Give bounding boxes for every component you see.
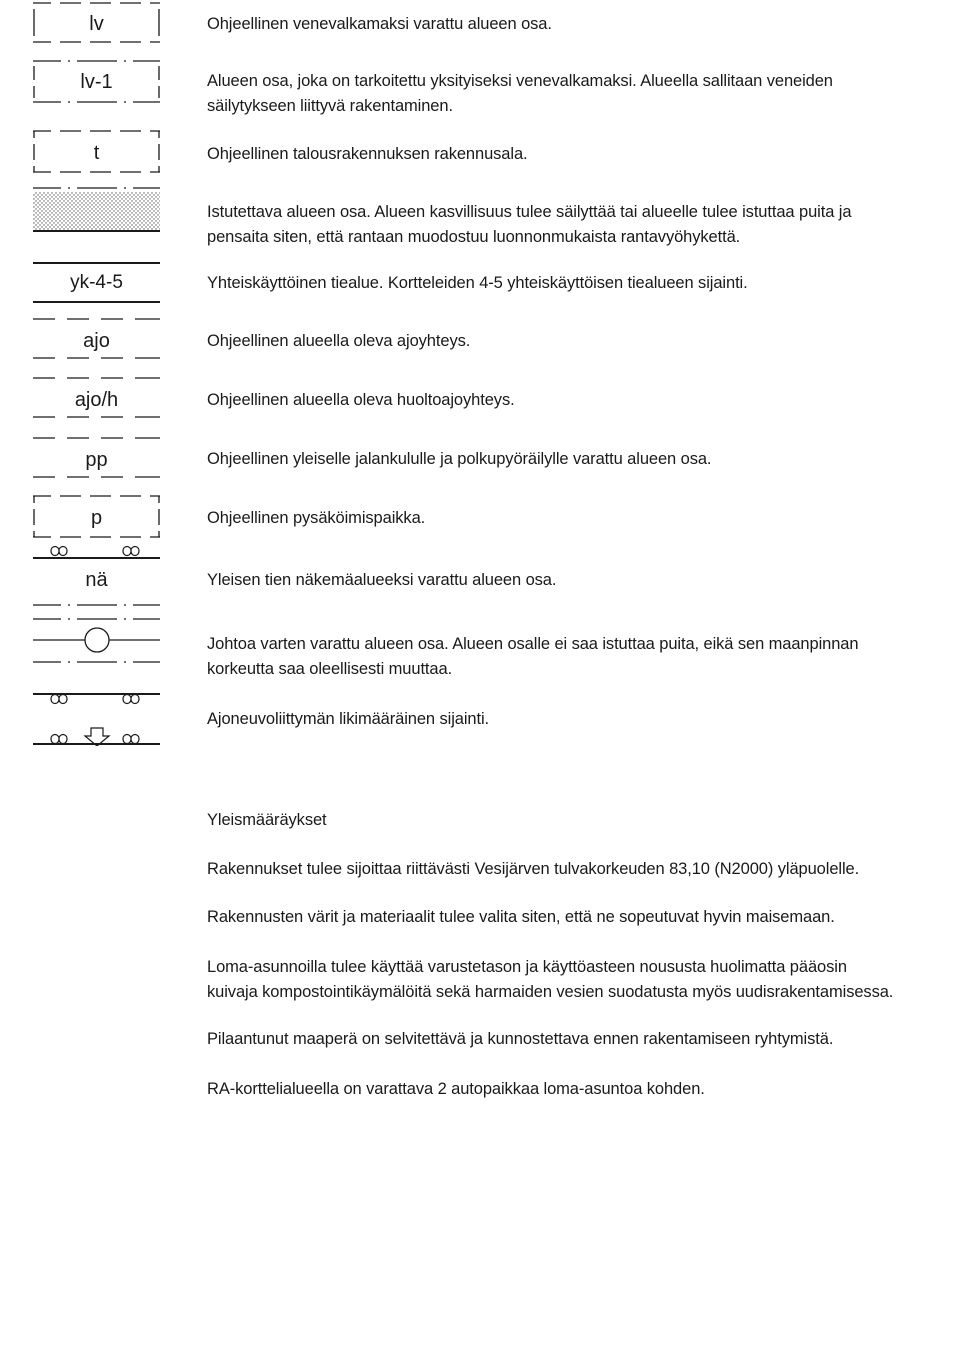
legend-text: Ohjeellinen alueella oleva huoltoajoyhteys. xyxy=(207,391,515,409)
vehicle-access-symbol xyxy=(33,688,160,746)
symbol-lv xyxy=(33,2,160,44)
symbol-t xyxy=(33,130,160,174)
symbol-label: yk-4-5 xyxy=(70,272,123,293)
legend-text: Yleisen tien näkemäalueeksi varattu alueen osa. xyxy=(207,571,557,589)
legend-text: Ohjeellinen talousrakennuksen rakennusala. xyxy=(207,145,528,163)
legend-text: Yhteiskäyttöinen tiealue. Kortteleiden 4-5 yhteiskäyttöisen tiealueen sijainti. xyxy=(207,274,748,292)
symbol-ajo xyxy=(33,318,160,362)
symbol-label: p xyxy=(90,507,103,529)
legend-text: Ohjeellinen venevalkamaksi varattu alueen osa. xyxy=(207,15,552,33)
symbol-yk-4-5 xyxy=(33,262,160,304)
symbol-na xyxy=(33,544,160,612)
symbol-pp xyxy=(33,437,160,481)
legend-text: Istutettava alueen osa. Alueen kasvillisuus tulee säilyttää tai alueelle tulee istuttaa puita ja pensaita siten, että rantaan muodostuu luonnonmukaista rantavyöhykettä. xyxy=(207,203,852,246)
symbol-p xyxy=(33,495,160,539)
dotted-area-symbol xyxy=(33,186,160,234)
legend-text: Johtoa varten varattu alueen osa. Alueen osalle ei saa istuttaa puita, eikä sen maanpinnan korkeutta saa oleellisesti muuttaa. xyxy=(207,635,859,678)
general-item: RA-korttelialueella on varattava 2 autopaikkaa loma-asuntoa kohden. xyxy=(207,1080,705,1098)
symbol-label: lv-1 xyxy=(80,71,113,93)
general-item: Loma-asunnoilla tulee käyttää varustetason ja käyttöasteen noususta huolimatta pääosin kuivaja kompostointikäymälöitä sekä harmaiden vesien suodatusta myös uudisrakentamisessa. xyxy=(207,958,894,1001)
legend-text: Ohjeellinen yleiselle jalankululle ja polkupyöräilylle varattu alueen osa. xyxy=(207,450,712,468)
symbol-label: t xyxy=(93,142,100,164)
general-heading: Yleismääräykset xyxy=(207,811,327,829)
symbol-label: ajo xyxy=(83,330,110,352)
legend-text: Ajoneuvoliittymän likimääräinen sijainti. xyxy=(207,710,490,728)
symbol-ajo-h xyxy=(33,377,160,421)
legend-text: Ohjeellinen pysäköimispaikka. xyxy=(207,509,426,527)
symbol-label: nä xyxy=(85,569,108,591)
symbol-vehicle-access xyxy=(33,688,160,746)
symbol-label: lv xyxy=(89,13,104,35)
symbol-lv-1 xyxy=(33,60,160,104)
symbol-utility-line xyxy=(33,618,160,666)
symbol-label: ajo/h xyxy=(74,389,119,411)
legend-text: Ohjeellinen alueella oleva ajoyhteys. xyxy=(207,332,471,350)
general-item: Rakennusten värit ja materiaalit tulee valita siten, että ne sopeutuvat hyvin maisemaan. xyxy=(207,908,835,926)
legend-text: Alueen osa, joka on tarkoitettu yksityiseksi venevalkamaksi. Alueella sallitaan veneiden säilytykseen liittyvä rakentaminen. xyxy=(207,72,833,115)
symbol-label: pp xyxy=(85,449,108,471)
symbol-planting-area xyxy=(33,186,160,234)
general-item: Pilaantunut maaperä on selvitettävä ja kunnostettava ennen rakentamiseen ryhtymistä. xyxy=(207,1030,834,1048)
utility-line-symbol xyxy=(33,618,160,666)
general-item: Rakennukset tulee sijoittaa riittävästi Vesijärven tulvakorkeuden 83,10 (N2000) yläpuolelle. xyxy=(207,860,860,878)
